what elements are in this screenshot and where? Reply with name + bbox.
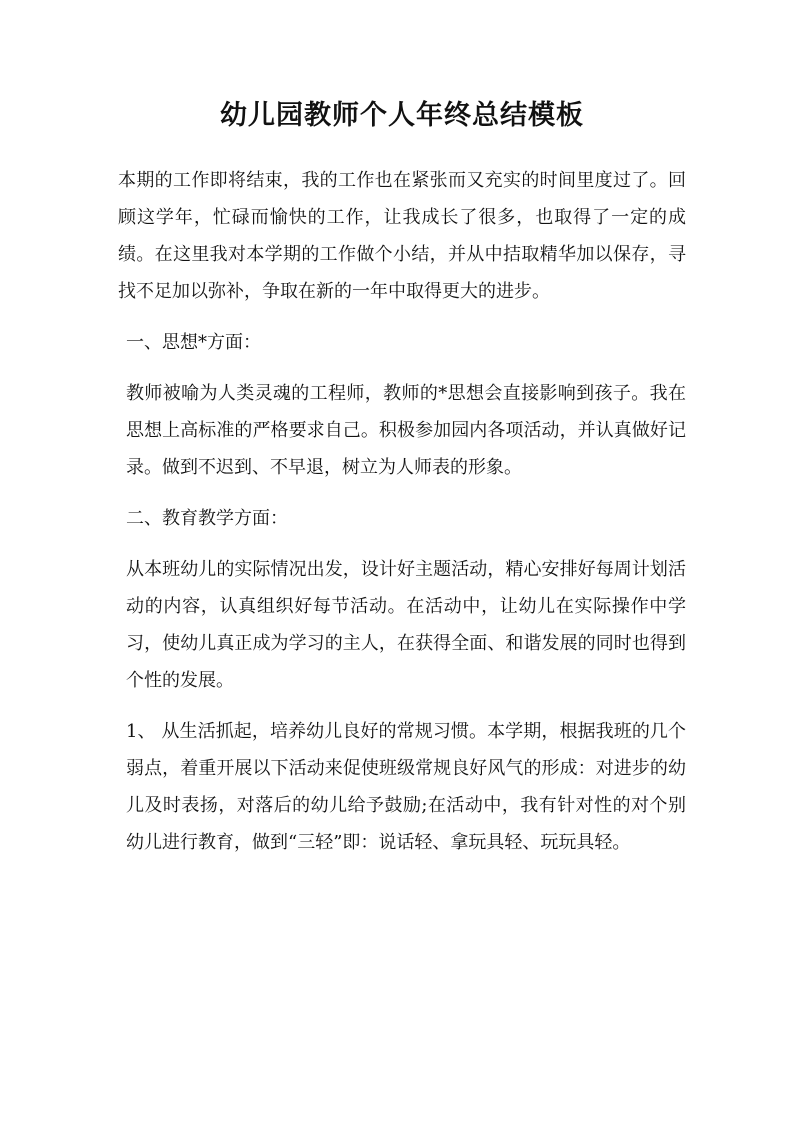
- intro-paragraph: 本期的工作即将结束，我的工作也在紧张而又充实的时间里度过了。回顾这学年，忙碌而愉快的工作，让我成长了很多，也取得了一定的成绩。在这里我对本学期的工作做个小结，并从中拮取精华加以保存，寻找不足加以弥补，争取在新的一年中取得更大的进步。: [118, 170, 686, 302]
- paragraph-gap: [118, 361, 686, 375]
- paragraph-gap: [118, 699, 686, 713]
- section-heading-teaching: 二、教育教学方面：: [126, 508, 288, 529]
- ideology-paragraph: 教师被喻为人类灵魂的工程师，教师的*思想会直接影响到孩子。我在思想上高标准的严格要求自己。积极参加园内各项活动，并认真做好记录。做到不迟到、不早退，树立为人师表的形象。: [126, 383, 686, 478]
- document-page: [118, 92, 686, 861]
- section-heading-ideology: 一、思想*方面：: [126, 332, 261, 353]
- paragraph-gap: [118, 310, 686, 324]
- paragraph-gap: [118, 537, 686, 551]
- paragraph-gap: [118, 486, 686, 500]
- teaching-paragraph: 从本班幼儿的实际情况出发，设计好主题活动，精心安排好每周计划活动的内容，认真组织好每节活动。在活动中，让幼儿在实际操作中学习，使幼儿真正成为学习的主人，在获得全面、和谐发展的同时也得到个性的发展。: [126, 559, 686, 691]
- document-title: 幼儿园教师个人年终总结模板: [220, 100, 584, 131]
- routine-habits-paragraph: 1、 从生活抓起，培养幼儿良好的常规习惯。本学期，根据我班的几个弱点，着重开展以下活动来促使班级常规良好风气的形成：对进步的幼儿及时表扬，对落后的幼儿给予鼓励;在活动中，我有针对性的对个别幼儿进行教育，做到“三轻”即：说话轻、拿玩具轻、玩玩具轻。: [126, 721, 686, 853]
